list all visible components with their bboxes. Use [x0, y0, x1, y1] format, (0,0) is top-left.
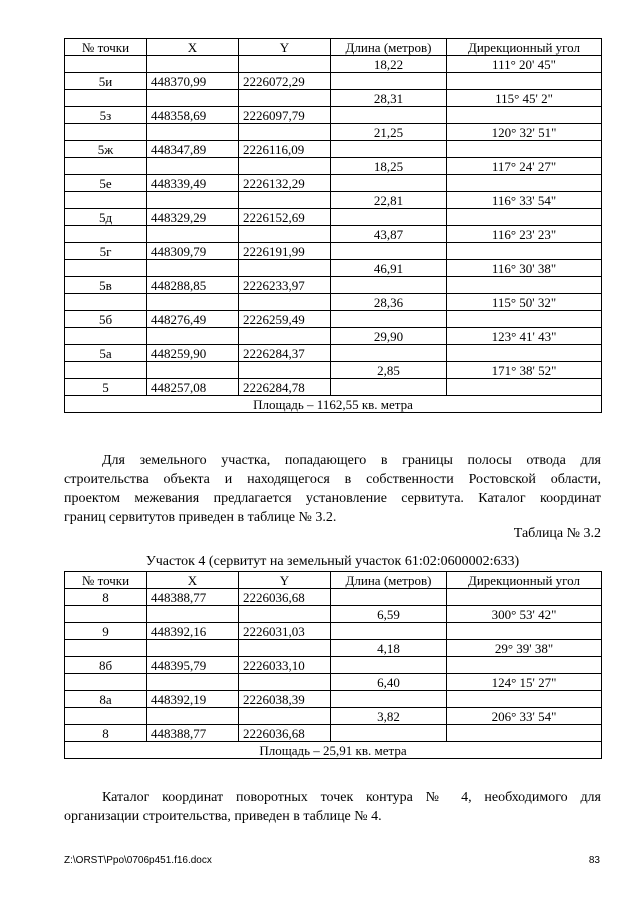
y-cell [239, 674, 331, 691]
paragraph-line: Каталог координат поворотных точек контура № 4, необходимого для [102, 790, 601, 805]
angle-cell: 123° 41' 43" [447, 328, 602, 345]
table-row [65, 691, 602, 708]
y-cell: 2226191,99 [239, 243, 331, 260]
x-cell: 448309,79 [147, 243, 239, 260]
coordinates-table-2 [64, 571, 602, 759]
y-cell [239, 294, 331, 311]
angle-cell: 171° 38' 52" [447, 362, 602, 379]
angle-cell: 111° 20' 45" [447, 56, 602, 73]
y-cell: 2226259,49 [239, 311, 331, 328]
point-cell [65, 640, 147, 657]
angle-cell [447, 657, 602, 674]
y-cell [239, 328, 331, 345]
header-length: Длина (метров) [331, 572, 447, 589]
table-row [65, 141, 602, 158]
length-cell: 3,82 [331, 708, 447, 725]
angle-cell [447, 589, 602, 606]
paragraph-line: границ сервитутов приведен в таблице № 3.2. [64, 510, 337, 525]
point-cell [65, 362, 147, 379]
table-row [65, 379, 602, 396]
angle-cell: 116° 23' 23" [447, 226, 602, 243]
table-row [65, 657, 602, 674]
length-cell [331, 141, 447, 158]
y-cell [239, 708, 331, 725]
angle-cell [447, 209, 602, 226]
paragraph-line: строительства объекта и находящегося в собственности Ростовской области, [64, 472, 601, 487]
y-cell: 2226284,78 [239, 379, 331, 396]
table-row [65, 311, 602, 328]
y-cell [239, 226, 331, 243]
x-cell: 448257,08 [147, 379, 239, 396]
table-row [65, 73, 602, 90]
length-cell [331, 589, 447, 606]
y-cell [239, 192, 331, 209]
header-y: Y [239, 39, 331, 56]
x-cell: 448259,90 [147, 345, 239, 362]
point-cell: 5г [65, 243, 147, 260]
point-cell: 8а [65, 691, 147, 708]
length-cell [331, 623, 447, 640]
x-cell [147, 640, 239, 657]
x-cell: 448288,85 [147, 277, 239, 294]
y-cell: 2226031,03 [239, 623, 331, 640]
x-cell: 448276,49 [147, 311, 239, 328]
x-cell [147, 56, 239, 73]
x-cell: 448395,79 [147, 657, 239, 674]
length-cell: 4,18 [331, 640, 447, 657]
length-cell: 29,90 [331, 328, 447, 345]
point-cell [65, 294, 147, 311]
point-cell [65, 226, 147, 243]
table-row [65, 243, 602, 260]
table-header-row [65, 572, 602, 589]
x-cell: 448339,49 [147, 175, 239, 192]
angle-cell: 120° 32' 51" [447, 124, 602, 141]
y-cell: 2226033,10 [239, 657, 331, 674]
area-value: Площадь – 25,91 кв. метра [65, 742, 602, 759]
length-cell: 18,25 [331, 158, 447, 175]
x-cell [147, 294, 239, 311]
y-cell [239, 606, 331, 623]
table-row [65, 90, 602, 107]
point-cell [65, 158, 147, 175]
table-row [65, 175, 602, 192]
point-cell [65, 606, 147, 623]
angle-cell [447, 277, 602, 294]
x-cell [147, 260, 239, 277]
coordinates-table-1 [64, 38, 602, 413]
point-cell: 5з [65, 107, 147, 124]
length-cell: 2,85 [331, 362, 447, 379]
length-cell [331, 345, 447, 362]
header-point: № точки [65, 39, 147, 56]
table-row [65, 606, 602, 623]
angle-cell: 117° 24' 27" [447, 158, 602, 175]
y-cell [239, 640, 331, 657]
x-cell [147, 674, 239, 691]
area-value: Площадь – 1162,55 кв. метра [65, 396, 602, 413]
point-cell: 5в [65, 277, 147, 294]
x-cell [147, 226, 239, 243]
paragraph-servitude [64, 451, 601, 527]
area-row [65, 742, 602, 759]
length-cell [331, 107, 447, 124]
x-cell [147, 124, 239, 141]
angle-cell: 124° 15' 27" [447, 674, 602, 691]
angle-cell [447, 623, 602, 640]
table-row [65, 226, 602, 243]
point-cell [65, 674, 147, 691]
paragraph-line: Для земельного участка, попадающего в границы полосы отвода для [102, 453, 601, 468]
paragraph-catalog [64, 788, 601, 826]
point-cell: 5е [65, 175, 147, 192]
x-cell: 448358,69 [147, 107, 239, 124]
y-cell [239, 158, 331, 175]
length-cell: 46,91 [331, 260, 447, 277]
point-cell: 5д [65, 209, 147, 226]
table-row [65, 674, 602, 691]
area-row [65, 396, 602, 413]
point-cell: 5б [65, 311, 147, 328]
angle-cell: 116° 33' 54" [447, 192, 602, 209]
length-cell [331, 73, 447, 90]
angle-cell: 115° 50' 32" [447, 294, 602, 311]
table-row [65, 277, 602, 294]
length-cell [331, 691, 447, 708]
y-cell: 2226233,97 [239, 277, 331, 294]
table-body [65, 56, 602, 396]
point-cell [65, 328, 147, 345]
x-cell [147, 90, 239, 107]
y-cell: 2226036,68 [239, 589, 331, 606]
point-cell: 8 [65, 725, 147, 742]
angle-cell [447, 243, 602, 260]
angle-cell [447, 175, 602, 192]
length-cell [331, 209, 447, 226]
length-cell [331, 379, 447, 396]
length-cell: 28,36 [331, 294, 447, 311]
y-cell: 2226284,37 [239, 345, 331, 362]
length-cell [331, 175, 447, 192]
point-cell: 5и [65, 73, 147, 90]
point-cell [65, 192, 147, 209]
angle-cell: 115° 45' 2" [447, 90, 602, 107]
header-x: X [147, 39, 239, 56]
x-cell [147, 606, 239, 623]
table-row [65, 158, 602, 175]
angle-cell: 300° 53' 42" [447, 606, 602, 623]
point-cell [65, 708, 147, 725]
angle-cell [447, 73, 602, 90]
x-cell [147, 192, 239, 209]
x-cell [147, 328, 239, 345]
y-cell [239, 362, 331, 379]
length-cell [331, 277, 447, 294]
x-cell [147, 362, 239, 379]
angle-cell: 116° 30' 38" [447, 260, 602, 277]
table-body [65, 589, 602, 742]
table-row [65, 362, 602, 379]
plot-caption: Участок 4 (сервитут на земельный участок 61:02:0600002:633) [145, 554, 520, 569]
y-cell [239, 124, 331, 141]
y-cell [239, 56, 331, 73]
table-row [65, 56, 602, 73]
x-cell [147, 158, 239, 175]
angle-cell [447, 691, 602, 708]
length-cell [331, 311, 447, 328]
footer-file-path: Z:\ORST\Ppo\0706p451.f16.docx [64, 855, 212, 866]
point-cell: 9 [65, 623, 147, 640]
table-number-caption: Таблица № 3.2 [513, 526, 601, 541]
header-angle: Дирекционный угол [447, 39, 602, 56]
x-cell [147, 708, 239, 725]
table-row [65, 294, 602, 311]
y-cell [239, 260, 331, 277]
angle-cell: 29° 39' 38" [447, 640, 602, 657]
header-point: № точки [65, 572, 147, 589]
table-row [65, 209, 602, 226]
table-header-row [65, 39, 602, 56]
paragraph-line: проектом межевания предлагается установление сервитута. Каталог координат [64, 491, 601, 506]
table-row [65, 640, 602, 657]
angle-cell [447, 379, 602, 396]
length-cell: 28,31 [331, 90, 447, 107]
paragraph-line: организации строительства, приведен в таблице № 4. [64, 809, 382, 824]
y-cell: 2226132,29 [239, 175, 331, 192]
point-cell [65, 260, 147, 277]
point-cell: 5 [65, 379, 147, 396]
table-row [65, 124, 602, 141]
x-cell: 448388,77 [147, 725, 239, 742]
header-length: Длина (метров) [331, 39, 447, 56]
header-x: X [147, 572, 239, 589]
x-cell: 448370,99 [147, 73, 239, 90]
length-cell: 18,22 [331, 56, 447, 73]
point-cell: 8 [65, 589, 147, 606]
y-cell: 2226116,09 [239, 141, 331, 158]
length-cell: 6,59 [331, 606, 447, 623]
angle-cell [447, 345, 602, 362]
y-cell: 2226152,69 [239, 209, 331, 226]
table-row [65, 623, 602, 640]
angle-cell [447, 311, 602, 328]
point-cell: 8б [65, 657, 147, 674]
angle-cell [447, 107, 602, 124]
y-cell: 2226036,68 [239, 725, 331, 742]
length-cell: 6,40 [331, 674, 447, 691]
table-row [65, 192, 602, 209]
x-cell: 448392,16 [147, 623, 239, 640]
angle-cell [447, 725, 602, 742]
table-row [65, 107, 602, 124]
length-cell: 43,87 [331, 226, 447, 243]
length-cell [331, 657, 447, 674]
header-angle: Дирекционный угол [447, 572, 602, 589]
y-cell: 2226038,39 [239, 691, 331, 708]
point-cell [65, 124, 147, 141]
length-cell [331, 725, 447, 742]
angle-cell: 206° 33' 54" [447, 708, 602, 725]
point-cell [65, 90, 147, 107]
point-cell [65, 56, 147, 73]
y-cell: 2226097,79 [239, 107, 331, 124]
point-cell: 5ж [65, 141, 147, 158]
footer-page-number: 83 [588, 855, 600, 866]
x-cell: 448347,89 [147, 141, 239, 158]
table-row [65, 260, 602, 277]
length-cell: 22,81 [331, 192, 447, 209]
table-row [65, 328, 602, 345]
table-row [65, 725, 602, 742]
y-cell [239, 90, 331, 107]
length-cell [331, 243, 447, 260]
x-cell: 448392,19 [147, 691, 239, 708]
point-cell: 5а [65, 345, 147, 362]
table-row [65, 708, 602, 725]
x-cell: 448329,29 [147, 209, 239, 226]
angle-cell [447, 141, 602, 158]
header-y: Y [239, 572, 331, 589]
y-cell: 2226072,29 [239, 73, 331, 90]
x-cell: 448388,77 [147, 589, 239, 606]
table-row [65, 589, 602, 606]
length-cell: 21,25 [331, 124, 447, 141]
table-row [65, 345, 602, 362]
